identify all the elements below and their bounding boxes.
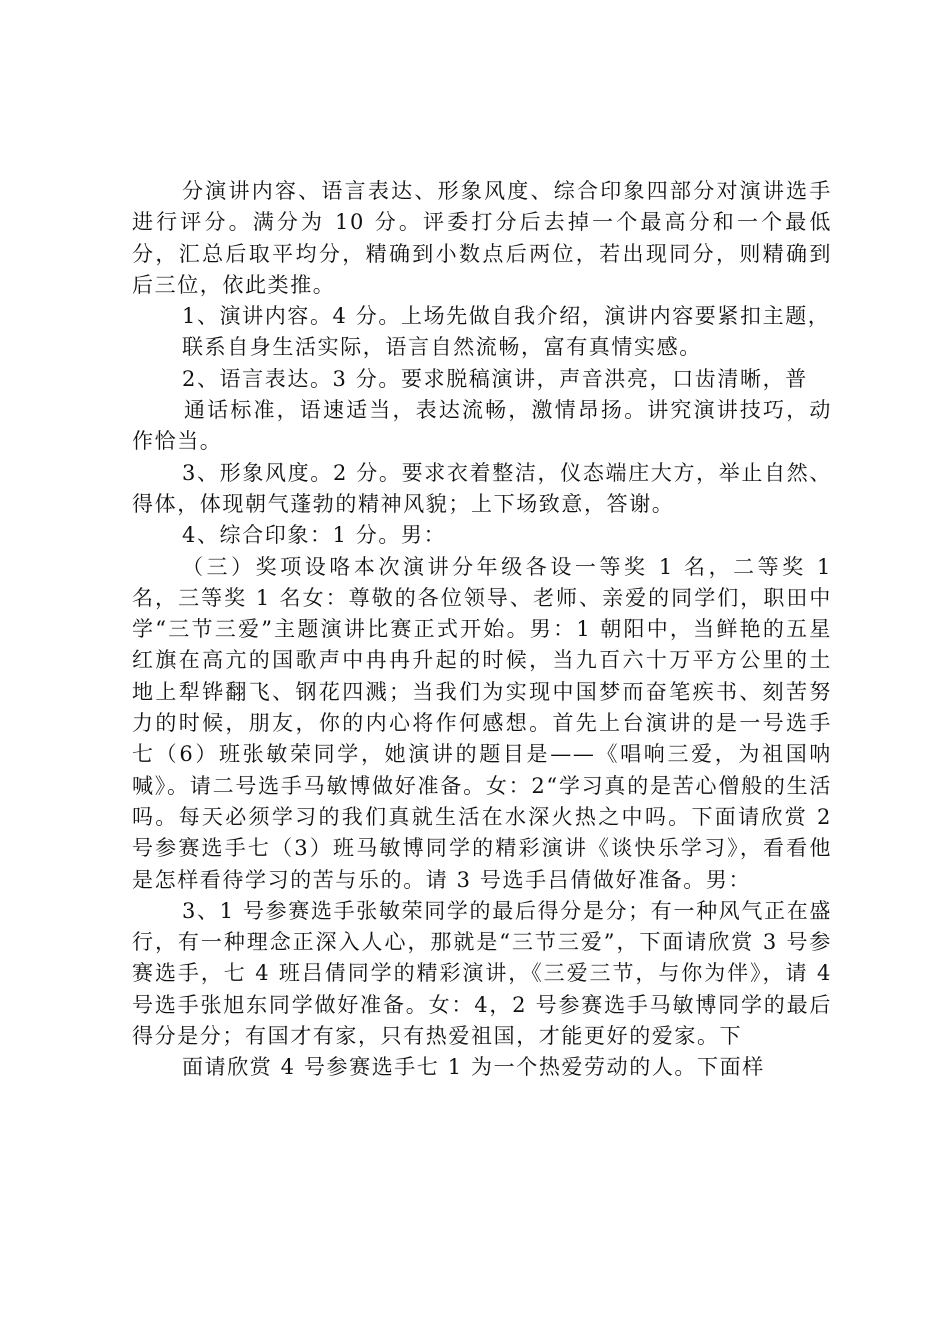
paragraph-criterion-appearance: 3、形象风度。2 分。要求衣着整洁，仪态端庄大方，举止自然、得体，体现朝气蓬勃的精神风貌；上下场致意，答谢。 — [132, 460, 832, 516]
paragraph-awards-and-script: （三）奖项设咯本次演讲分年级各设一等奖 1 名，二等奖 1 名，三等奖 1 名女：尊敬的各位领导、老师、亲爱的同学们，职田中学“三节三爱”主题演讲比赛正式开始。男：1 朝阳中，当鲜艳的五星红旗在高亢的国歌声中冉冉升起的时候，当九百六十万平方公里的土地上犁铧翻飞、钢花四溅；当我们为实现中国梦而奋笔疾书、刻苦努力的时候，朋友，你的内心将作何感想。首先上台演讲的是一号选手七（6）班张敏荣同学，她演讲的题目是——《唱响三爱，为祖国呐喊》。请二号选手马敏博做好准备。女：2“学习真的是苦心僧般的生活吗。每天必须学习的我们真就生活在水深火热之中吗。下面请欣赏 2 号参赛选手七（3）班马敏博同学的精彩演讲《谈快乐学习》，看看他是怎样看待学习的苦与乐的。请 3 号选手吕倩做好准备。男： — [132, 554, 832, 892]
paragraph-criterion-impression: 4、综合印象：1 分。男： — [182, 523, 447, 548]
paragraph-script-last-line: 面请欣赏 4 号参赛选手七 1 为一个热爱劳动的人。下面样 — [182, 1055, 765, 1080]
paragraph-criterion-content: 1、演讲内容。4 分。上场先做自我介绍，演讲内容要紧扣主题， — [182, 304, 831, 329]
document-body — [132, 176, 832, 1084]
paragraph-criterion-language-cont: 通话标准，语速适当，表达流畅，激情昂扬。讲究演讲技巧，动作恰当。 — [132, 398, 832, 454]
paragraph-criterion-language: 2、语言表达。3 分。要求脱稿演讲，声音洪亮，口齿清晰，普 — [182, 366, 808, 391]
paragraph-criterion-content-cont: 联系自身生活实际，语言自然流畅，富有真情实感。 — [182, 335, 702, 360]
paragraph-script-continued: 3、1 号参赛选手张敏荣同学的最后得分是分；有一种风气正在盛行，有一种理念正深入人心，那就是“三节三爱”，下面请欣赏 3 号参赛选手，七 4 班吕倩同学的精彩演讲，《三爱三节，与你为伴》，请 4 号选手张旭东同学做好准备。女：4，2 号参赛选手马敏博同学的最后得分是分；有国才有家，只有热爱祖国，才能更好的爱家。下 — [132, 898, 832, 1049]
paragraph-scoring-intro: 分演讲内容、语言表达、形象风度、综合印象四部分对演讲选手进行评分。满分为 10 分。评委打分后去掉一个最高分和一个最低分，汇总后取平均分，精确到小数点后两位，若出现同分，则精确到后三位，依此类推。 — [132, 179, 832, 297]
